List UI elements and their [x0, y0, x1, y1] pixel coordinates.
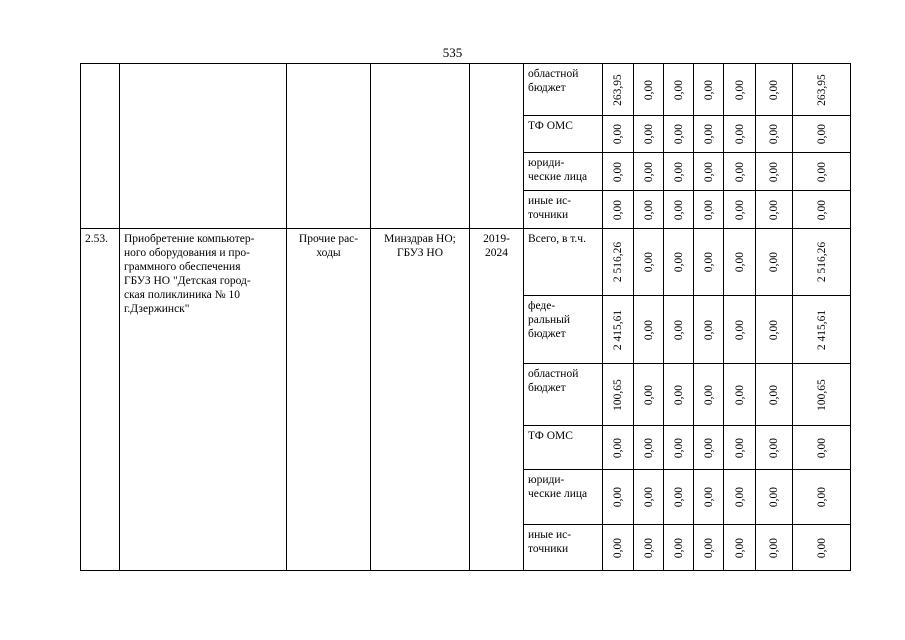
- period-cell: 2019- 2024: [470, 229, 524, 571]
- value-cell: 0,00: [664, 470, 694, 525]
- funding-source-cell: иные ис- точники: [524, 191, 603, 229]
- value-cell: 0,00: [756, 229, 793, 296]
- value-cell: 0,00: [634, 229, 664, 296]
- value-cell: 0,00: [724, 296, 756, 364]
- value-cell: 0,00: [664, 64, 694, 116]
- expense-type-cell: Прочие рас- ходы: [287, 229, 371, 571]
- funding-source-cell: феде- ральный бюджет: [524, 296, 603, 364]
- empty-expense-type-cell: [287, 64, 371, 229]
- value-cell: 0,00: [694, 364, 724, 426]
- value-cell: 0,00: [756, 191, 793, 229]
- funding-source-cell: ТФ ОМС: [524, 116, 603, 153]
- value-cell: 0,00: [664, 525, 694, 571]
- page-number: 535: [442, 45, 463, 60]
- total-value-cell: 0,00: [793, 153, 851, 191]
- empty-number-cell: [81, 64, 120, 229]
- value-cell: 0,00: [756, 426, 793, 470]
- value-cell: 0,00: [634, 153, 664, 191]
- value-cell: 0,00: [724, 64, 756, 116]
- value-cell: 0,00: [694, 116, 724, 153]
- value-cell: 0,00: [694, 426, 724, 470]
- value-cell: 0,00: [724, 116, 756, 153]
- funding-source-cell: юриди- ческие лица: [524, 470, 603, 525]
- value-cell: 0,00: [664, 426, 694, 470]
- budget-table: [80, 63, 851, 571]
- value-cell: 0,00: [664, 364, 694, 426]
- value-cell: 0,00: [694, 153, 724, 191]
- value-cell: 0,00: [694, 191, 724, 229]
- value-cell: 0,00: [694, 296, 724, 364]
- item-number-cell: 2.53.: [81, 229, 120, 571]
- value-cell: 0,00: [603, 191, 634, 229]
- empty-executor-cell: [371, 64, 470, 229]
- total-value-cell: 2 415,61: [793, 296, 851, 364]
- value-cell: 0,00: [694, 470, 724, 525]
- value-cell: 0,00: [724, 525, 756, 571]
- value-cell: 0,00: [756, 64, 793, 116]
- value-cell: 0,00: [603, 426, 634, 470]
- executor-cell: Минздрав НО; ГБУЗ НО: [371, 229, 470, 571]
- total-value-cell: 2 516,26: [793, 229, 851, 296]
- value-cell: 263,95: [603, 64, 634, 116]
- value-cell: 0,00: [756, 296, 793, 364]
- value-cell: 0,00: [603, 153, 634, 191]
- value-cell: 0,00: [664, 229, 694, 296]
- value-cell: 0,00: [634, 426, 664, 470]
- funding-source-cell: юриди- ческие лица: [524, 153, 603, 191]
- value-cell: 2 516,26: [603, 229, 634, 296]
- value-cell: 0,00: [603, 116, 634, 153]
- empty-name-cell: [120, 64, 287, 229]
- value-cell: 0,00: [664, 153, 694, 191]
- total-value-cell: 263,95: [793, 64, 851, 116]
- funding-source-cell: областной бюджет: [524, 364, 603, 426]
- value-cell: 0,00: [664, 191, 694, 229]
- total-value-cell: 0,00: [793, 191, 851, 229]
- value-cell: 0,00: [603, 470, 634, 525]
- value-cell: 0,00: [724, 191, 756, 229]
- total-value-cell: 0,00: [793, 116, 851, 153]
- value-cell: 0,00: [634, 191, 664, 229]
- value-cell: 0,00: [664, 116, 694, 153]
- table-row: [81, 229, 851, 296]
- value-cell: 0,00: [724, 470, 756, 525]
- value-cell: 0,00: [756, 116, 793, 153]
- value-cell: 0,00: [724, 229, 756, 296]
- value-cell: 0,00: [694, 525, 724, 571]
- table-row: [81, 64, 851, 116]
- value-cell: 0,00: [756, 153, 793, 191]
- value-cell: 0,00: [724, 364, 756, 426]
- funding-source-cell: иные ис- точники: [524, 525, 603, 571]
- value-cell: 0,00: [724, 426, 756, 470]
- value-cell: 100,65: [603, 364, 634, 426]
- value-cell: 0,00: [634, 470, 664, 525]
- value-cell: 0,00: [694, 64, 724, 116]
- value-cell: 0,00: [634, 525, 664, 571]
- item-name-cell: Приобретение компьютер- ного оборудования и про- граммного обеспечения ГБУЗ НО "Детская город- ская поликлиника № 10 г.Дзержинск": [120, 229, 287, 571]
- funding-source-cell: ТФ ОМС: [524, 426, 603, 470]
- value-cell: 0,00: [756, 525, 793, 571]
- value-cell: 0,00: [634, 364, 664, 426]
- value-cell: 0,00: [664, 296, 694, 364]
- empty-period-cell: [470, 64, 524, 229]
- total-value-cell: 100,65: [793, 364, 851, 426]
- value-cell: 0,00: [634, 296, 664, 364]
- value-cell: 0,00: [634, 116, 664, 153]
- total-value-cell: 0,00: [793, 525, 851, 571]
- value-cell: 0,00: [756, 470, 793, 525]
- value-cell: 0,00: [603, 525, 634, 571]
- value-cell: 0,00: [634, 64, 664, 116]
- funding-source-cell: Всего, в т.ч.: [524, 229, 603, 296]
- total-value-cell: 0,00: [793, 470, 851, 525]
- value-cell: 0,00: [694, 229, 724, 296]
- value-cell: 0,00: [724, 153, 756, 191]
- funding-source-cell: областной бюджет: [524, 64, 603, 116]
- value-cell: 2 415,61: [603, 296, 634, 364]
- total-value-cell: 0,00: [793, 426, 851, 470]
- value-cell: 0,00: [756, 364, 793, 426]
